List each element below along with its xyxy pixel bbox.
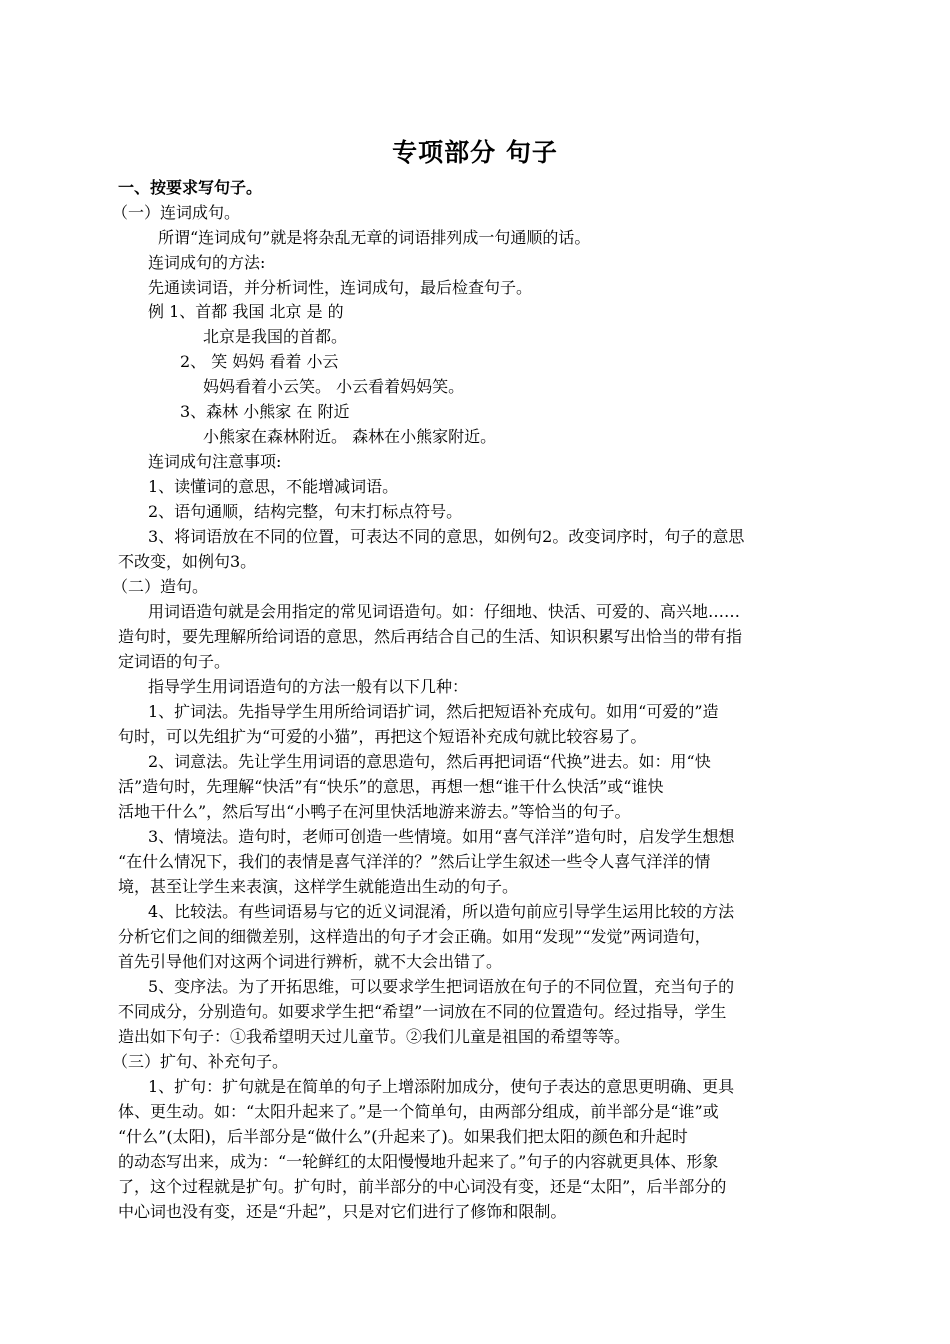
paragraph: 造句时，要先理解所给词语的意思，然后再结合自己的生活、知识积累写出恰当的带有指 bbox=[118, 627, 743, 646]
paragraph: 1、扩词法。先指导学生用所给词语扩词，然后把短语补充成句。如用“可爱的”造 bbox=[148, 702, 719, 721]
paragraph: 分析它们之间的细微差别，这样造出的句子才会正确。如用“发现”“发觉”两词造句， bbox=[118, 927, 711, 946]
paragraph: 活”造句时，先理解“快活”有“快乐”的意思，再想一想“谁干什么快活”或“谁快 bbox=[118, 777, 664, 796]
subsection-heading-3: （三）扩句、补充句子。 bbox=[112, 1052, 289, 1071]
note-item-continued: 不改变，如例句3。 bbox=[118, 552, 257, 571]
note-item: 1、读懂词的意思，不能增减词语。 bbox=[148, 477, 399, 496]
paragraph: 体、更生动。如：“太阳升起来了。”是一个简单句，由两部分组成，前半部分是“谁”或 bbox=[118, 1102, 719, 1121]
paragraph: “什么”(太阳)，后半部分是“做什么”(升起来了)。如果我们把太阳的颜色和升起时 bbox=[118, 1127, 688, 1146]
paragraph: 的动态写出来，成为：“一轮鲜红的太阳慢慢地升起来了。”句子的内容就更具体、形象 bbox=[118, 1152, 719, 1171]
note-item: 2、语句通顺，结构完整，句末打标点符号。 bbox=[148, 502, 463, 521]
paragraph: 活地干什么”，然后写出“小鸭子在河里快活地游来游去。”等恰当的句子。 bbox=[118, 802, 631, 821]
paragraph: 境，甚至让学生来表演，这样学生就能造出生动的句子。 bbox=[118, 877, 519, 896]
example-answer: 妈妈看着小云笑。 小云看着妈妈笑。 bbox=[203, 377, 465, 396]
paragraph: 中心词也没有变，还是“升起”，只是对它们进行了修饰和限制。 bbox=[118, 1202, 567, 1221]
paragraph: 首先引导他们对这两个词进行辨析，就不大会出错了。 bbox=[118, 952, 503, 971]
example-prompt: 2、 笑 妈妈 看着 小云 bbox=[180, 352, 339, 371]
subsection-heading-1: （一）连词成句。 bbox=[112, 203, 241, 222]
paragraph: 不同成分，分别造句。如要求学生把“希望”一词放在不同的位置造句。经过指导，学生 bbox=[118, 1002, 727, 1021]
note-item: 3、将词语放在不同的位置，可表达不同的意思，如例句2。改变词序时，句子的意思 bbox=[148, 527, 745, 546]
paragraph: 句时，可以先组扩为“可爱的小猫”，再把这个短语补充成句就比较容易了。 bbox=[118, 727, 647, 746]
example-prompt: 例 1、首都 我国 北京 是 的 bbox=[148, 302, 344, 321]
page-title: 专项部分 句子 bbox=[392, 138, 558, 167]
paragraph: 用词语造句就是会用指定的常见词语造句。如：仔细地、快活、可爱的、高兴地…… bbox=[148, 602, 741, 621]
section-heading: 一、按要求写句子。 bbox=[118, 178, 263, 197]
example-answer: 北京是我国的首都。 bbox=[203, 327, 348, 346]
paragraph: “在什么情况下，我们的表情是喜气洋洋的？”然后让学生叙述一些令人喜气洋洋的情 bbox=[118, 852, 711, 871]
paragraph: 1、扩句：扩句就是在简单的句子上增添附加成分，使句子表达的意思更明确、更具 bbox=[148, 1077, 735, 1096]
method-label: 连词成句的方法: bbox=[148, 253, 266, 272]
paragraph: 3、情境法。造句时，老师可创造一些情境。如用“喜气洋洋”造句时，启发学生想想 bbox=[148, 827, 735, 846]
notes-label: 连词成句注意事项: bbox=[148, 452, 282, 471]
paragraph: 2、词意法。先让学生用词语的意思造句，然后再把词语“代换”进去。如：用“快 bbox=[148, 752, 711, 771]
methods-label: 指导学生用词语造句的方法一般有以下几种： bbox=[148, 677, 469, 696]
paragraph: 5、变序法。为了开拓思维，可以要求学生把词语放在句子的不同位置，充当句子的 bbox=[148, 977, 735, 996]
paragraph: 4、比较法。有些词语易与它的近义词混淆，所以造句前应引导学生运用比较的方法 bbox=[148, 902, 735, 921]
example-answer: 小熊家在森林附近。 森林在小熊家附近。 bbox=[203, 427, 497, 446]
paragraph: 定词语的句子。 bbox=[118, 652, 231, 671]
paragraph: 了，这个过程就是扩句。扩句时，前半部分的中心词没有变，还是“太阳”，后半部分的 bbox=[118, 1177, 727, 1196]
paragraph: 造出如下句子：①我希望明天过儿童节。②我们儿童是祖国的希望等等。 bbox=[118, 1027, 631, 1046]
subsection-heading-2: （二）造句。 bbox=[112, 577, 209, 596]
example-prompt: 3、森林 小熊家 在 附近 bbox=[180, 402, 350, 421]
paragraph: 所谓“连词成句”就是将杂乱无章的词语排列成一句通顺的话。 bbox=[158, 228, 591, 247]
method-text: 先通读词语，并分析词性，连词成句，最后检查句子。 bbox=[148, 278, 533, 297]
